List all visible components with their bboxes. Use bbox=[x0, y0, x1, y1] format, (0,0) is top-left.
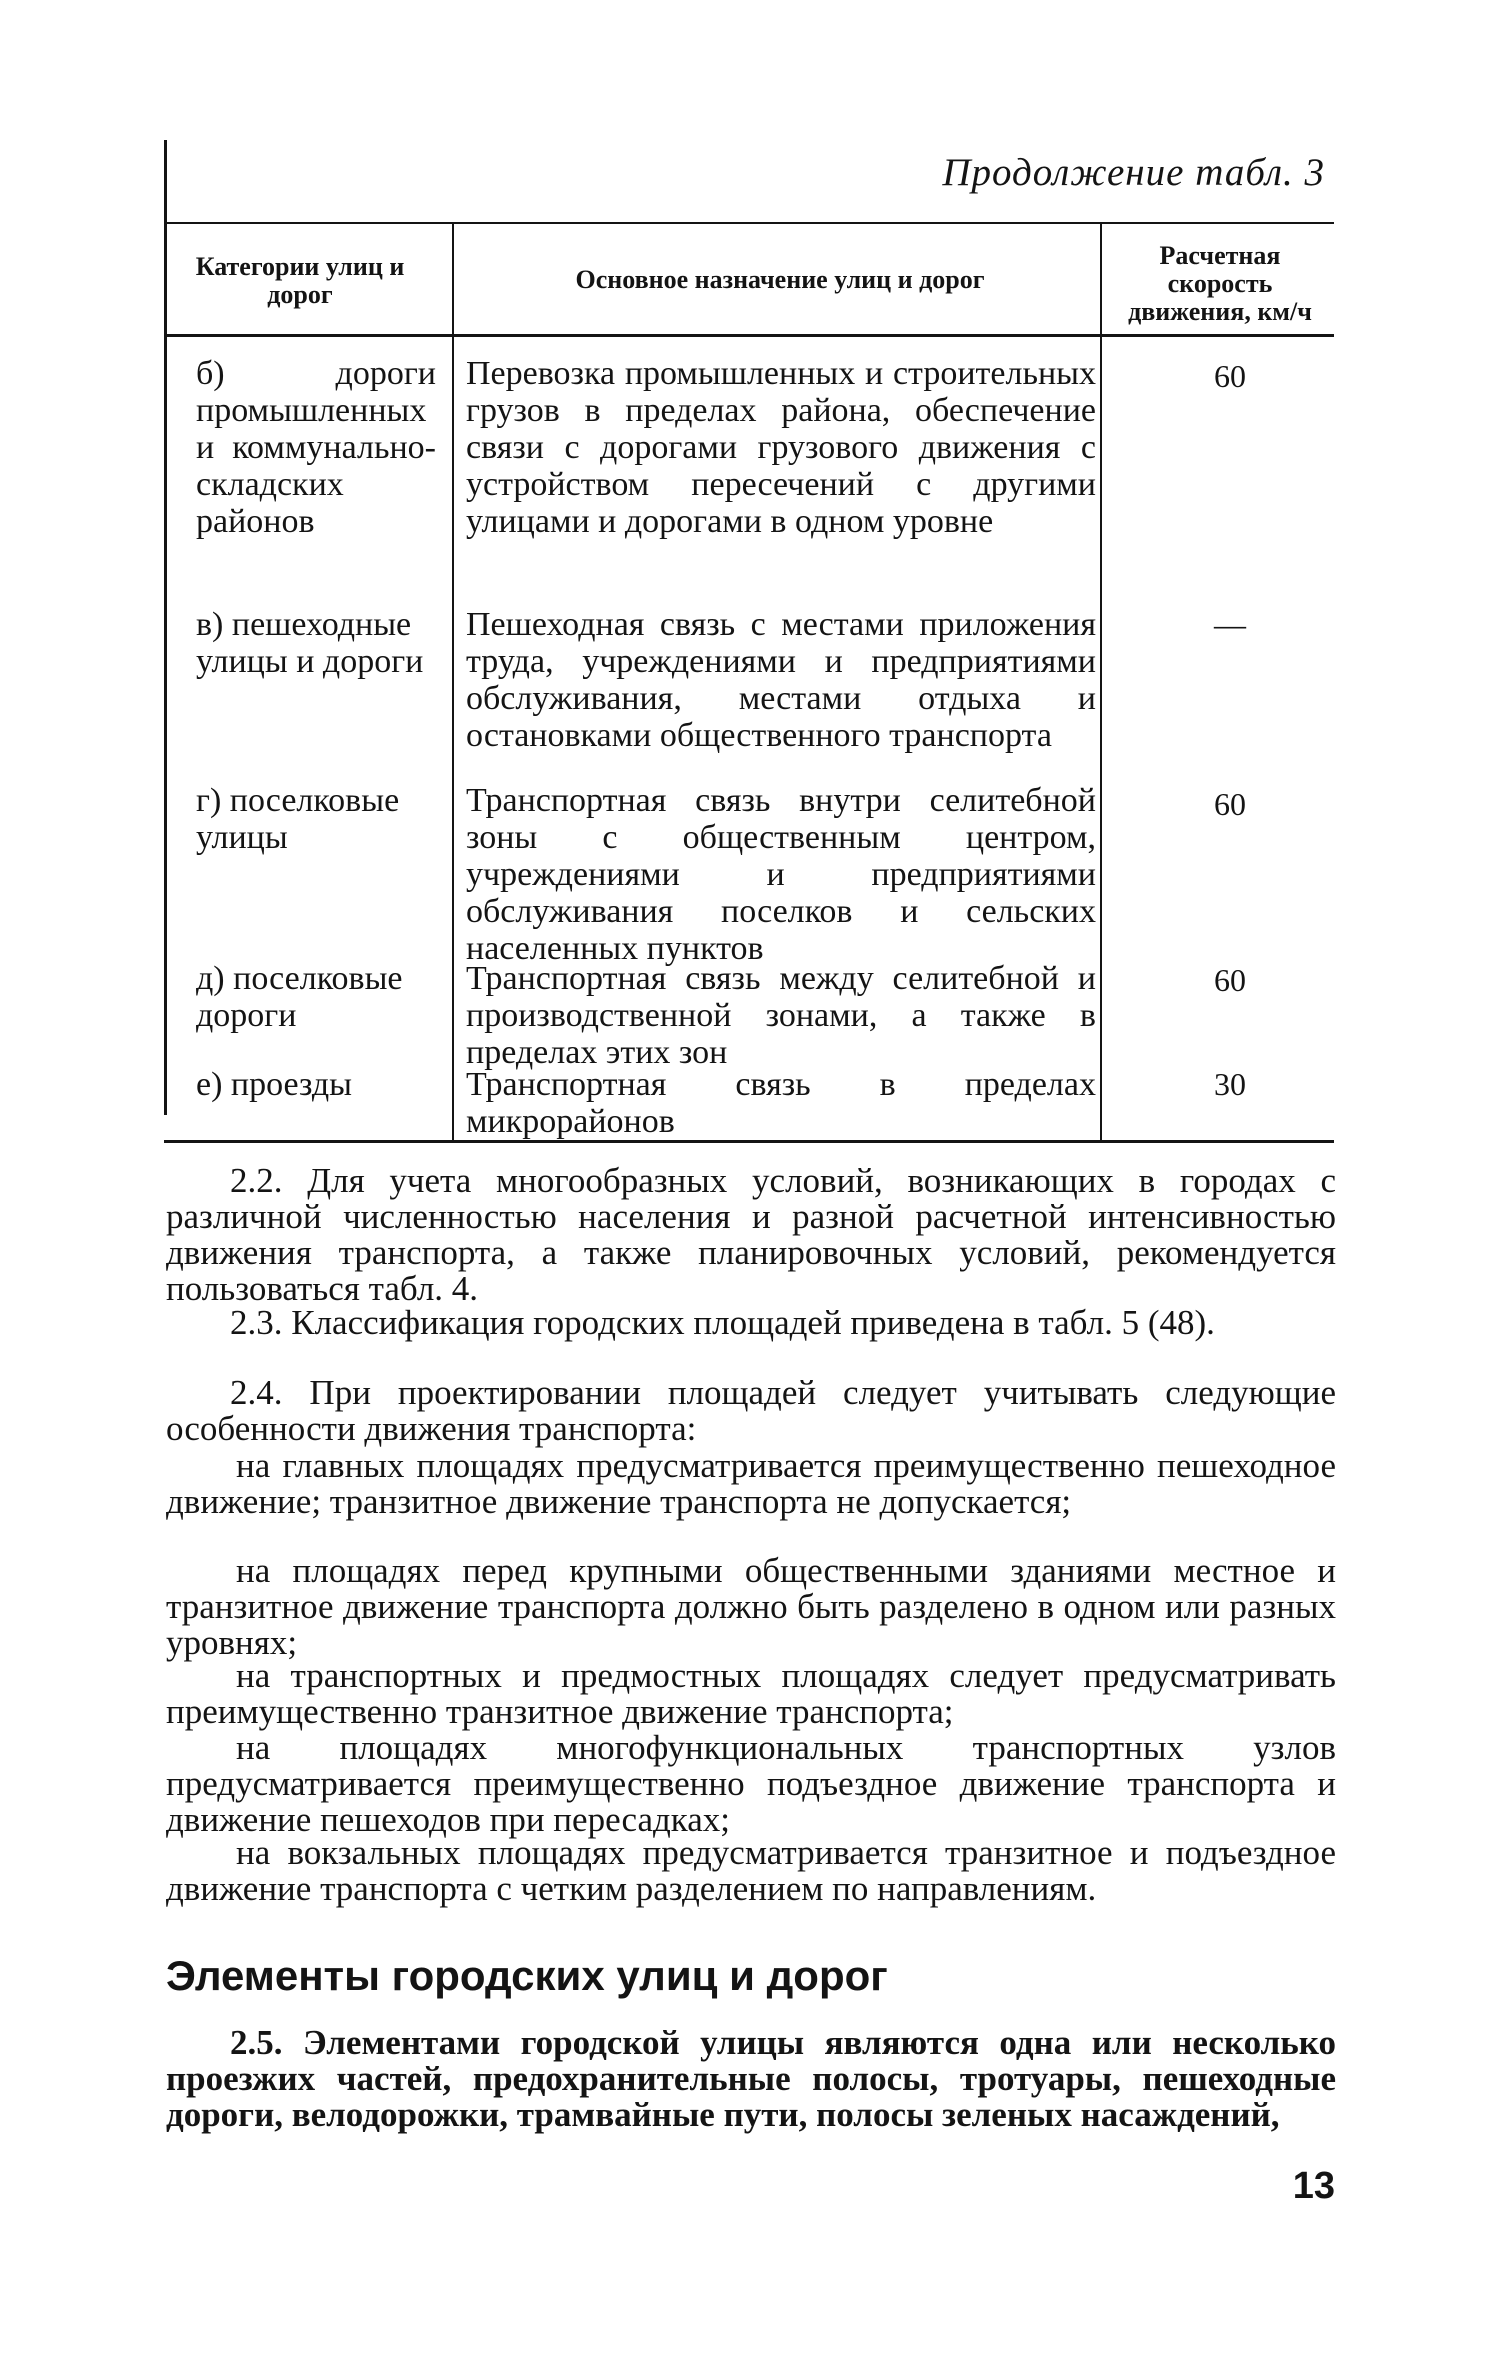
list-item-public-buildings: на площадях перед крупными общественными зданиями местное и транзитное движение транспорта должно быть разделено в одном или разных уровнях; bbox=[166, 1551, 1336, 1662]
table-header-rule bbox=[164, 334, 1334, 337]
table-cell-purpose: Транспортная связь между селитебной и производственной зонами, а также в пределах этих зон bbox=[466, 960, 1096, 1071]
table-col-divider-2 bbox=[1100, 222, 1102, 1140]
table-cell-category: в) пешеходные улицы и дороги bbox=[196, 606, 424, 680]
table-cell-category: е) проезды bbox=[196, 1066, 352, 1103]
list-item-station-squares: на вокзальных площадях предусматривается транзитное и подъездное движение транспорта с четким разделением по направлениям. bbox=[166, 1833, 1336, 1908]
paragraph-2-2: 2.2. Для учета многообразных условий, возникающих в городах с различной численностью населения и разной расчетной интенсивностью движения транспорта, а также планировочных условий, рекомендуется пользоваться табл. 4. bbox=[166, 1161, 1336, 1308]
table-cell-purpose: Транспортная связь внутри селитебной зоны с общественным центром, учреждениями и предприятиями обслуживания поселков и сельских населенных пунктов bbox=[466, 782, 1096, 967]
list-item-main-squares: на главных площадях предусматривается преимущественно пешеходное движение; транзитное движение транспорта не допускается; bbox=[166, 1446, 1336, 1521]
table-cell-purpose: Транспортная связь в пределах микрорайонов bbox=[466, 1066, 1096, 1140]
table-cell-speed: 60 bbox=[1214, 962, 1246, 998]
section-heading: Элементы городских улиц и дорог bbox=[166, 1952, 888, 1999]
list-item-transport-squares: на транспортных и предмостных площадях следует предусматривать преимущественно транзитное движение транспорта; bbox=[166, 1656, 1336, 1731]
table-cell-purpose: Перевозка промышленных и строительных грузов в пределах района, обеспечение связи с дорогами грузового движения с устройством пересечений с другими улицами и дорогами в одном уровне bbox=[466, 355, 1096, 540]
table-bottom-rule bbox=[164, 1140, 1334, 1143]
table-cell-purpose: Пешеходная связь с местами приложения труда, учреждениями и предприятиями обслуживания, местами отдыха и остановками общественного транспорта bbox=[466, 606, 1096, 754]
paragraph-2-3: 2.3. Классификация городских площадей приведена в табл. 5 (48). bbox=[230, 1303, 1215, 1342]
table-continuation-caption: Продолжение табл. 3 bbox=[942, 151, 1325, 194]
column-header-speed: Расчетная скорость движения, км/ч bbox=[1128, 241, 1312, 326]
table-cell-speed: 60 bbox=[1214, 786, 1246, 822]
list-item-transport-hubs: на площадях многофункциональных транспортных узлов предусматривается преимущественно подъездное движение транспорта и движение пешеходов при пересадках; bbox=[166, 1728, 1336, 1839]
table-cell-speed: 60 bbox=[1214, 358, 1246, 394]
table-top-rule bbox=[164, 222, 1334, 224]
column-header-purpose: Основное назначение улиц и дорог bbox=[575, 265, 985, 294]
table-cell-speed: — bbox=[1214, 606, 1246, 642]
table-cell-category: г) поселковые улицы bbox=[196, 782, 400, 856]
column-header-category: Категории улиц и дорог bbox=[195, 252, 405, 309]
table-cell-speed: 30 bbox=[1214, 1066, 1246, 1102]
table-col-divider-1 bbox=[452, 222, 454, 1140]
paragraph-2-4: 2.4. При проектировании площадей следует учитывать следующие особенности движения транспорта: bbox=[166, 1373, 1336, 1448]
page-number: 13 bbox=[1292, 2165, 1335, 2207]
table-cell-category: д) поселковые дороги bbox=[196, 960, 403, 1034]
table-cell-category: б) дороги промышленных и коммунально-складских районов bbox=[196, 355, 436, 540]
left-margin-rule bbox=[164, 140, 167, 1115]
paragraph-2-5: 2.5. Элементами городской улицы являются одна или несколько проезжих частей, предохранительные полосы, тротуары, пешеходные дороги, велодорожки, трамвайные пути, полосы зеленых насаждений, bbox=[166, 2023, 1336, 2134]
